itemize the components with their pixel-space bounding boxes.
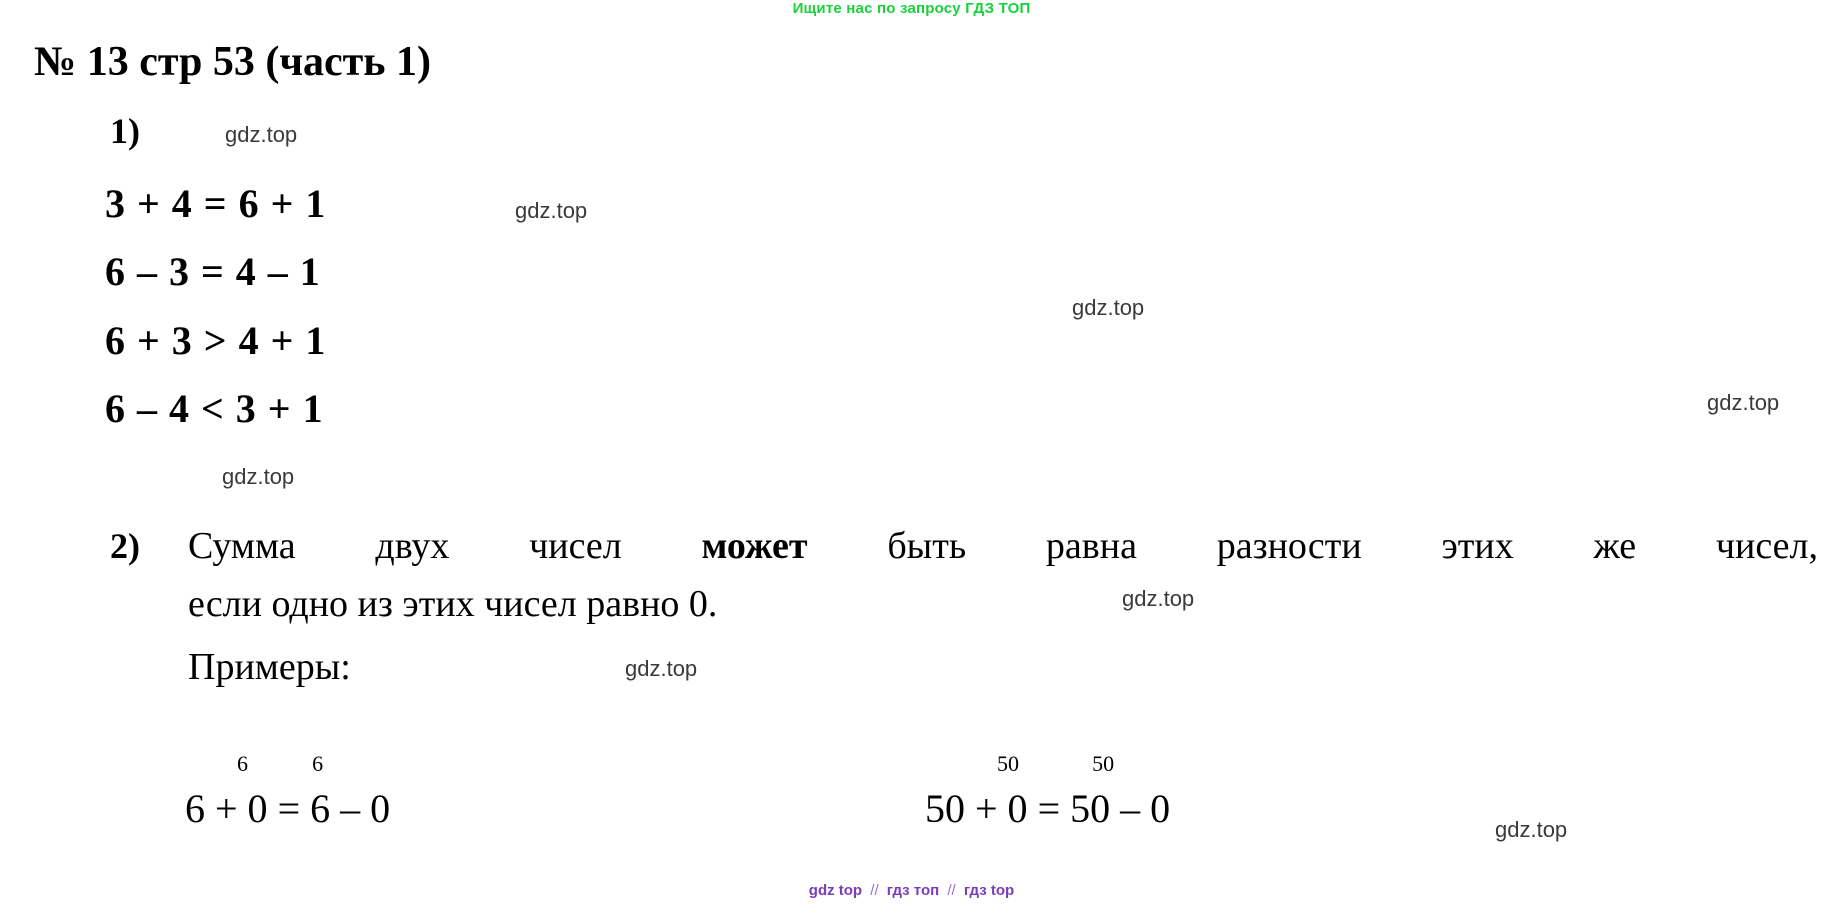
footer-separator-1: // (870, 882, 879, 899)
example-2-text-a: 50 + 0 (925, 786, 1028, 831)
example-1-text-b: 6 – 0 (310, 786, 391, 831)
equation-row-3: 6 + 3 > 4 + 1 (105, 318, 327, 363)
answer-line-1 (188, 520, 1818, 572)
watermark: gdz.top (1707, 390, 1780, 415)
page-title: № 13 стр 53 (часть 1) (34, 39, 431, 85)
top-banner: Ищите нас по запросу ГДЗ ТОП (792, 0, 1031, 17)
watermark: gdz.top (515, 198, 588, 223)
answer-line-1-part-2: быть равна разности этих же чисел, (807, 525, 1818, 567)
example-2-text-b: 50 – 0 (1070, 786, 1171, 831)
example-2-sup-right: 50 (1092, 751, 1115, 776)
watermark: gdz.top (625, 656, 698, 681)
example-2-sup-left: 50 (997, 751, 1019, 776)
footer-text-a: gdz top (808, 882, 863, 899)
equation-row-2: 6 – 3 = 4 – 1 (105, 249, 321, 294)
footer-text-b: гдз топ (886, 882, 940, 899)
item-2-label: 2) (110, 526, 140, 566)
example-2-term-a (925, 751, 1028, 832)
example-1-sup-right: 6 (312, 751, 324, 776)
equation-row-4: 6 – 4 < 3 + 1 (105, 386, 324, 431)
answer-line-1-emphasis: может (701, 525, 808, 567)
footer-text-c: гдз top (963, 882, 1015, 899)
footer-separator-2: // (947, 882, 956, 899)
examples-label: Примеры: (188, 646, 351, 688)
example-2-equals: = (1037, 786, 1061, 831)
example-1-term-a (185, 751, 268, 832)
watermark: gdz.top (1122, 586, 1195, 611)
example-2 (925, 751, 1171, 832)
example-1-term-b (310, 751, 391, 832)
watermark: gdz.top (1072, 295, 1145, 320)
footer-links (0, 882, 1823, 899)
item-1-label: 1) (110, 111, 140, 151)
example-1-text-a: 6 + 0 (185, 786, 268, 831)
answer-line-1-part-1: Сумма двух чисел (188, 525, 702, 567)
example-1 (185, 751, 391, 832)
example-1-sup-left: 6 (237, 751, 248, 776)
example-1-equals: = (277, 786, 301, 831)
watermark: gdz.top (1495, 817, 1568, 842)
watermark: gdz.top (225, 122, 298, 147)
example-2-term-b (1070, 751, 1171, 832)
watermark: gdz.top (222, 464, 295, 489)
answer-line-2: если одно из этих чисел равно 0. (188, 583, 718, 625)
equation-row-1: 3 + 4 = 6 + 1 (105, 181, 327, 226)
